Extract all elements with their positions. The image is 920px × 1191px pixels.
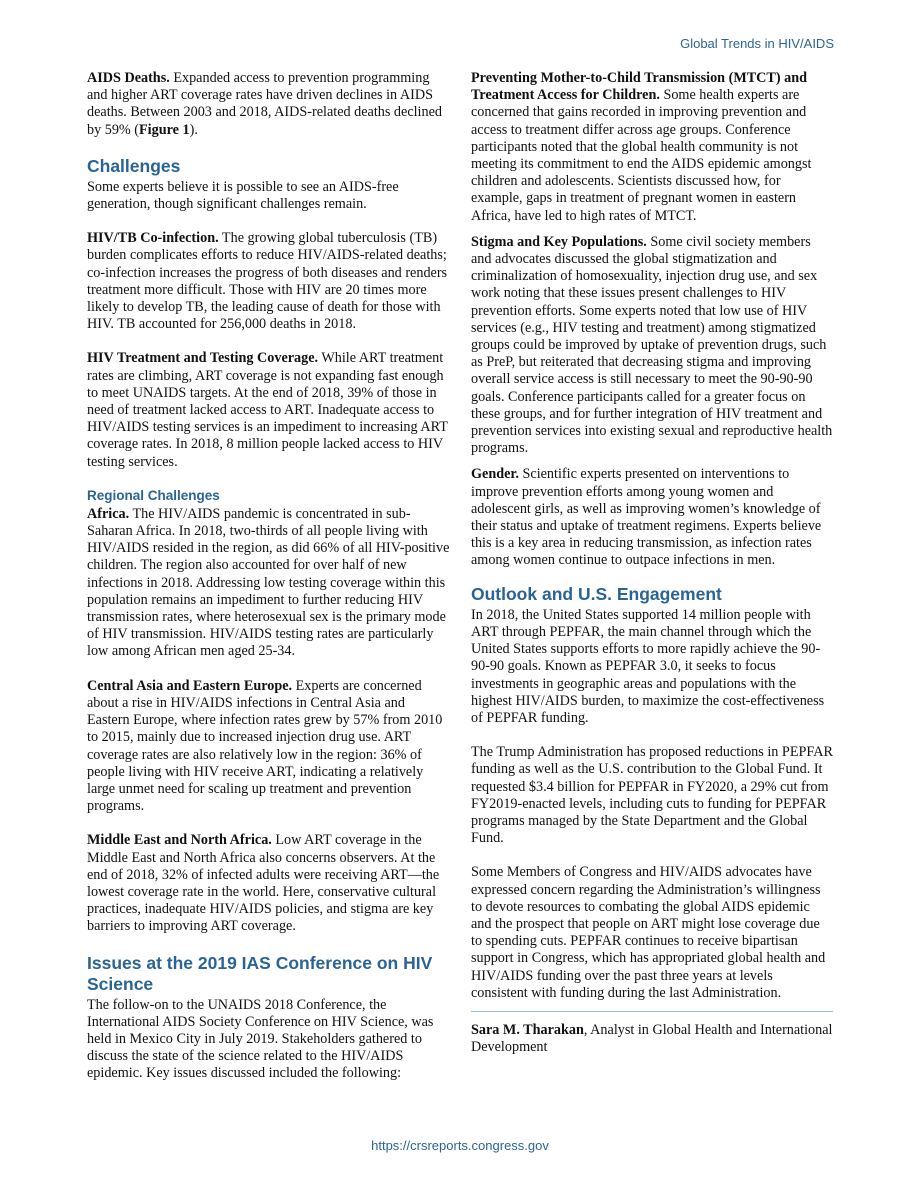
- author-divider: [471, 1011, 833, 1012]
- ias-conference-heading: Issues at the 2019 IAS Conference on HIV Science: [87, 952, 433, 994]
- ias-conference-paragraph: The follow-on to the UNAIDS 2018 Conference, the International AIDS Society Conference on HIV Science, was held in Mexico City in July 2019. Stakeholders gathered to discuss the state of the science related to the HIV/AIDS epidemic. Key issues discussed included the following:: [87, 996, 434, 1082]
- footer-url-link[interactable]: https://crsreports.congress.gov: [371, 1138, 549, 1153]
- gender-paragraph: [471, 466, 833, 569]
- paragraph-text: The HIV/AIDS pandemic is concentrated in sub-Saharan Africa. In 2018, two-thirds of all people living with HIV/AIDS resided in the region, as did 66% of all HIV-positive children. The region also accounted for over half of new infections in 2018. Addressing low testing coverage within this population remains an impediment to further reducing HIV transmission rates, where heterosexual sex is the primary mode of HIV transmission. HIV/AIDS testing rates are particularly low among African men aged 25-34.: [87, 505, 450, 660]
- paragraph-text: Experts are concerned about a rise in HIV/AIDS infections in Central Asia and Eastern Europe, where infection rates grew by 57% from 2010 to 2015, mainly due to increased injection drug use. ART coverage rates are also relatively low in the region: 36% of people living with HIV receive ART, indicating a relatively large unmet need for scaling up treatment and prevention programs.: [87, 677, 443, 815]
- paragraph-text: The growing global tuberculosis (TB) burden complicates efforts to reduce HIV/AIDS-related deaths; co-infection increases the progress of both diseases and renders treatment more difficult. Those with HIV are 20 times more likely to develop TB, the leading cause of death for those with HIV. TB accounted for 256,000 deaths in 2018.: [87, 230, 448, 333]
- paragraph-text: Scientific experts presented on interventions to improve prevention efforts among young women and adolescent girls, as well as improving women’s knowledge of their status and uptake of treatment regimens. Experts believe this is a key area in reducing transmission, as infection rates among women continue to outpace infections in men.: [471, 466, 822, 569]
- author-name: Sara M. Tharakan: [471, 1021, 584, 1038]
- paragraph-lead: Middle East and North Africa.: [87, 832, 272, 849]
- paragraph-text: Expanded access to prevention programming and higher ART coverage rates have driven declines in AIDS deaths. Between 2003 and 2018, AIDS-related deaths declined by 59% (: [87, 70, 442, 138]
- outlook-heading: Outlook and U.S. Engagement: [471, 583, 722, 604]
- outlook-paragraph-3: Some Members of Congress and HIV/AIDS advocates have expressed concern regarding the Administration’s willingness to devote resources to combating the global AIDS epidemic and the prospect that people on ART might lose coverage due to spending cuts. PEPFAR continues to receive bipartisan support in Congress, which has appropriated global health and HIV/AIDS funding over the past three years at levels consistent with funding during the last Administration.: [471, 864, 826, 1001]
- outlook-paragraph-2: The Trump Administration has proposed reductions in PEPFAR funding as well as the U.S. contribution to the Global Fund. It requested $3.4 billion for PEPFAR in FY2020, a 29% cut from FY2019-enacted levels, including cuts to funding for PEPFAR programs managed by the State Department and the Global Fund.: [471, 744, 833, 847]
- hiv-tb-paragraph: [87, 230, 450, 333]
- stigma-paragraph: [471, 234, 833, 458]
- paragraph-lead: HIV/TB Co-infection.: [87, 230, 219, 247]
- author-line: [471, 1022, 833, 1056]
- outlook-paragraph-1: In 2018, the United States supported 14 million people with ART through PEPFAR, the main channel through which the United States supports efforts to more rapidly achieve the 90-90-90 goals. Known as PEPFAR 3.0, it seeks to focus investments in geographic areas and populations with the highest HIV/AIDS burden, to maximize the cost-effectiveness of PEPFAR funding.: [471, 606, 825, 726]
- challenges-heading: Challenges: [87, 155, 181, 176]
- author-role: , Analyst in Global Health and International Development: [471, 1021, 833, 1056]
- left-column: [87, 70, 450, 1083]
- paragraph-lead: AIDS Deaths.: [87, 70, 170, 86]
- challenges-intro: Some experts believe it is possible to see an AIDS-free generation, though significant challenges remain.: [87, 178, 399, 213]
- mena-paragraph: [87, 832, 450, 935]
- aids-deaths-paragraph: [87, 70, 450, 139]
- paragraph-text: Low ART coverage in the Middle East and North Africa also concerns observers. At the end of 2018, 32% of infected adults were receiving ART—the lowest coverage rate in the world. Here, conservative cultural practices, inadequate HIV/AIDS policies, and stigma are key barriers to improving ART coverage.: [87, 832, 440, 935]
- paragraph-lead: HIV Treatment and Testing Coverage.: [87, 350, 319, 367]
- paragraph-text: ).: [189, 121, 198, 138]
- figure-reference[interactable]: Figure 1: [139, 121, 190, 138]
- treatment-paragraph: [87, 350, 450, 470]
- paragraph-lead: Gender.: [471, 466, 519, 483]
- africa-paragraph: [87, 506, 450, 661]
- right-column: [471, 70, 833, 1065]
- paragraph-lead: Preventing Mother-to-Child Transmission (MTCT) and Treatment Access for Children.: [471, 70, 808, 104]
- paragraph-lead: Central Asia and Eastern Europe.: [87, 677, 293, 694]
- central-asia-paragraph: [87, 678, 450, 816]
- paragraph-text: Some health experts are concerned that gains recorded in improving prevention and access to treatment differ across age groups. Conference participants noted that the global health community is not meeting its commitment to end the AIDS epidemic amongst children and adolescents. Scientists discussed how, for example, gaps in treatment of pregnant women in eastern Africa, have led to high rates of MTCT.: [471, 87, 812, 224]
- paragraph-lead: Stigma and Key Populations.: [471, 233, 647, 250]
- regional-challenges-heading: Regional Challenges: [87, 487, 220, 503]
- paragraph-text: Some civil society members and advocates discussed the global stigmatization and criminalization of homosexuality, injection drug use, and sex work noting that these issues present challenges to HIV prevention efforts. Some experts noted that low use of HIV services (e.g., HIV testing and treatment) among stigmatized groups could be improved by uptake of prevention drugs, such as PreP, but reiterated that decreasing stigma and improving overall service access is still necessary to meet the 90-90-90 goals. Conference participants called for a greater focus on these groups, and for further integration of HIV treatment and prevention services into existing sexual and reproductive health programs.: [471, 233, 833, 457]
- running-header: Global Trends in HIV/AIDS: [680, 36, 834, 51]
- paragraph-lead: Africa.: [87, 505, 130, 522]
- mtct-paragraph: [471, 70, 833, 225]
- paragraph-text: While ART treatment rates are climbing, ART coverage is not expanding fast enough to meet UNAIDS targets. At the end of 2018, 39% of those in need of treatment lacked access to ART. Inadequate access to HIV/AIDS testing services is an impediment to increasing ART coverage rates. In 2018, 8 million people lacked access to HIV testing services.: [87, 350, 448, 470]
